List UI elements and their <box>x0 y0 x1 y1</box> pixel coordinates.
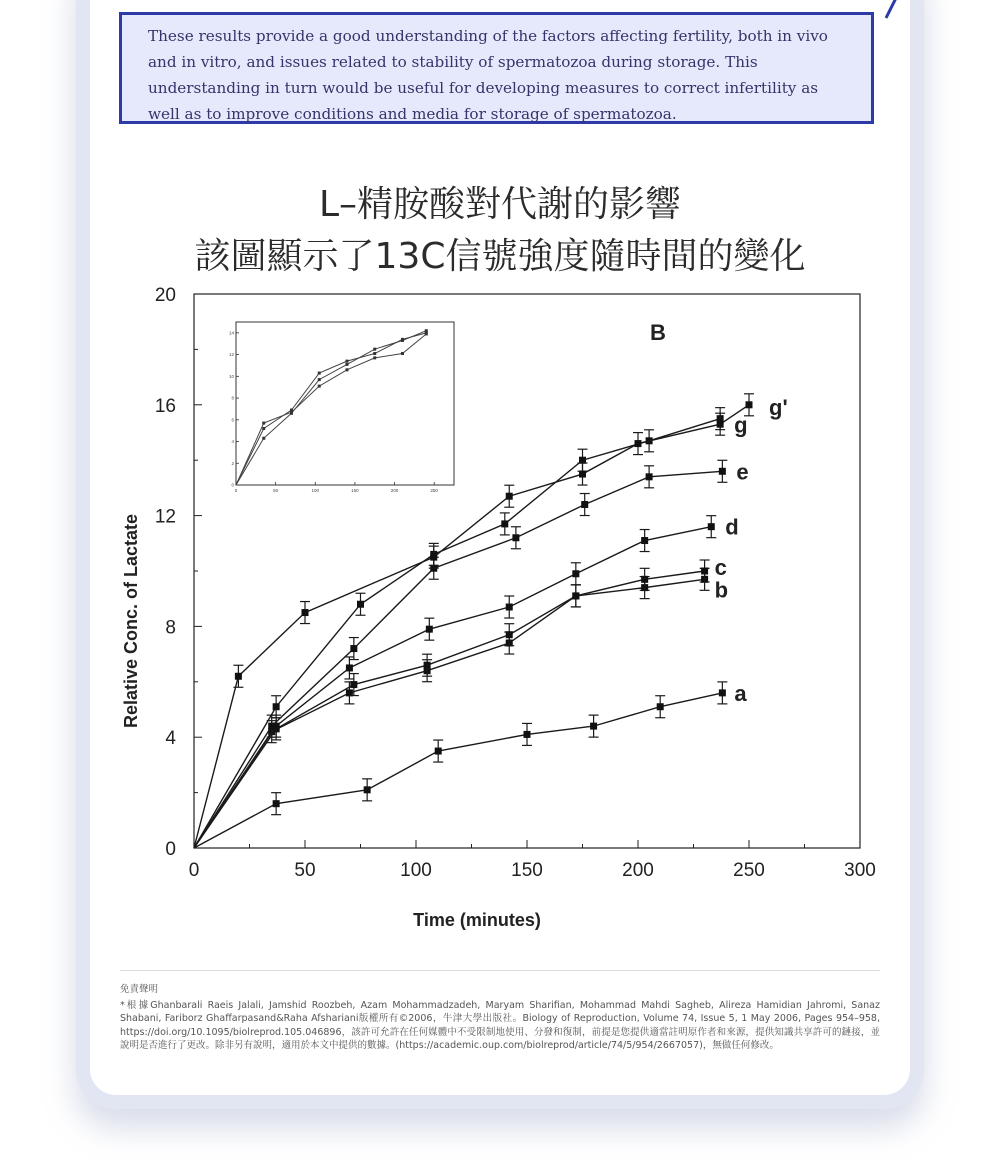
series-line-d <box>194 527 711 848</box>
series-label: e <box>736 459 749 485</box>
chart-title-line1: L–精胺酸對代謝的影響 <box>318 184 682 225</box>
data-point <box>273 800 280 807</box>
inset-y-tick-label: 4 <box>231 439 234 445</box>
inset-data-point <box>318 385 321 388</box>
inset-data-point <box>345 363 348 366</box>
data-point <box>346 664 353 671</box>
data-point <box>268 723 275 730</box>
inset-data-point <box>373 348 376 351</box>
y-tick-label: 8 <box>165 617 176 639</box>
inset-data-point <box>401 339 404 342</box>
inset-data-point <box>262 427 265 430</box>
inset-y-tick-label: 14 <box>228 330 234 336</box>
series-label: d <box>725 514 739 540</box>
x-axis-label: Time (minutes) <box>413 910 541 930</box>
x-tick-label: 50 <box>294 860 316 881</box>
data-point <box>350 645 357 652</box>
y-tick-label: 20 <box>154 285 176 306</box>
x-tick-label: 200 <box>622 860 654 881</box>
data-point <box>581 501 588 508</box>
data-point <box>572 592 579 599</box>
data-point <box>430 554 437 561</box>
data-point <box>701 568 708 575</box>
quote-box <box>119 12 874 124</box>
data-point <box>746 401 753 408</box>
data-point <box>635 440 642 447</box>
panel-label: B <box>650 320 666 345</box>
inset-data-point <box>318 372 321 375</box>
data-point <box>273 703 280 710</box>
x-tick-label: 100 <box>400 860 432 881</box>
data-point <box>590 723 597 730</box>
inset-x-tick-label: 0 <box>234 488 238 493</box>
inset-data-point <box>345 368 348 371</box>
inset-data-point <box>318 378 321 381</box>
inset-data-point <box>345 360 348 363</box>
x-tick-label: 0 <box>188 860 200 881</box>
inset-x-tick-label: 100 <box>311 488 320 493</box>
y-tick-label: 4 <box>165 728 176 750</box>
inset-frame <box>236 322 454 485</box>
x-tick-label: 300 <box>844 860 876 881</box>
series-label: g <box>734 412 748 438</box>
chart-title-line2: 該圖顯示了13C信號強度隨時間的變化 <box>194 236 806 277</box>
data-point <box>435 748 442 755</box>
data-point <box>302 609 309 616</box>
y-tick-label: 16 <box>154 395 176 417</box>
inset-x-tick-label: 250 <box>430 488 438 493</box>
disclaimer <box>120 970 880 1053</box>
inset-data-point <box>401 352 404 355</box>
series-label: a <box>734 680 747 706</box>
quote-text: These results provide a good understanding of the factors affecting fertility, both in vivo and in vitro, and issues related to stability of spermatozoa during storage. This understanding in turn would be useful for developing measures to correct infertility as well as to improve conditions and media for storage of spermatozoa. <box>148 27 828 123</box>
series-label: c <box>714 555 727 580</box>
inset-y-tick-label: 10 <box>228 373 234 379</box>
inset-data-point <box>425 329 428 332</box>
data-point <box>506 631 513 638</box>
data-point <box>572 570 579 577</box>
y-tick-label: 0 <box>165 839 176 860</box>
x-tick-label: 150 <box>511 860 543 881</box>
inset-data-point <box>373 356 376 359</box>
inset-data-point <box>262 422 265 425</box>
disclaimer-heading: 免責聲明 <box>120 984 159 995</box>
data-point <box>579 471 586 478</box>
inset-y-tick-label: 8 <box>231 395 234 401</box>
inset-x-tick-label: 150 <box>351 488 359 493</box>
inset-data-point <box>262 437 265 440</box>
y-axis-label: Relative Conc. of Lactate <box>121 513 141 729</box>
data-point <box>501 520 508 527</box>
series-label: g' <box>769 394 788 420</box>
data-point <box>235 673 242 680</box>
data-point <box>641 537 648 544</box>
data-point <box>719 689 726 696</box>
data-point <box>708 523 715 530</box>
inset-x-tick-label: 50 <box>273 488 279 493</box>
inset-y-tick-label: 12 <box>228 352 234 358</box>
data-point <box>641 576 648 583</box>
data-point <box>364 786 371 793</box>
disclaimer-text: *根據Ghanbarali Raeis Jalali, Jamshid Roozbeh, Azam Mohammadzadeh, Maryam Sharifian, Mohammad Mahdi Sagheb, Alireza Hamidian Jahromi, Sanaz Shabani, Fariborz Ghaffarpasand&Raha Afshariani版權所有©2006，牛津大學出版社。Biology of Reproduction, Volume 74, Issue 5, 1 May 2006, Pages 954–958, https://doi.org/10.1095/biolreprod.105.046896，該許可允許在任何媒體中不受限制地使用、分發和復制，前提是您提供適當註明原作者和來源，提供知識共享許可的鏈接，並說明是否進行了更改。除非另有說明，適用於本文中提供的數據。(https://academic.oup.com/biolreprod/article/74/5/954/2667057)，無做任何修改。 <box>120 999 880 1051</box>
data-point <box>717 421 724 428</box>
inset-data-point <box>373 352 376 355</box>
inset-y-tick-label: 6 <box>231 417 234 423</box>
data-point <box>657 703 664 710</box>
data-point <box>506 493 513 500</box>
lactate-chart <box>110 280 890 960</box>
data-point <box>646 473 653 480</box>
inset-x-tick-label: 200 <box>390 488 399 493</box>
data-point <box>524 731 531 738</box>
data-point <box>424 662 431 669</box>
y-tick-label: 12 <box>154 506 176 528</box>
inset-y-tick-label: 2 <box>231 460 234 466</box>
inset-y-tick-label: 0 <box>231 482 234 488</box>
series-line-b <box>194 579 705 848</box>
data-point <box>426 626 433 633</box>
data-point <box>719 468 726 475</box>
data-point <box>512 534 519 541</box>
inset-data-point <box>290 411 293 414</box>
series-line-a <box>194 693 722 848</box>
data-point <box>506 604 513 611</box>
series-label: b <box>714 577 729 603</box>
x-tick-label: 250 <box>733 860 765 881</box>
data-point <box>350 681 357 688</box>
inset-data-point <box>425 332 428 335</box>
data-point <box>357 601 364 608</box>
